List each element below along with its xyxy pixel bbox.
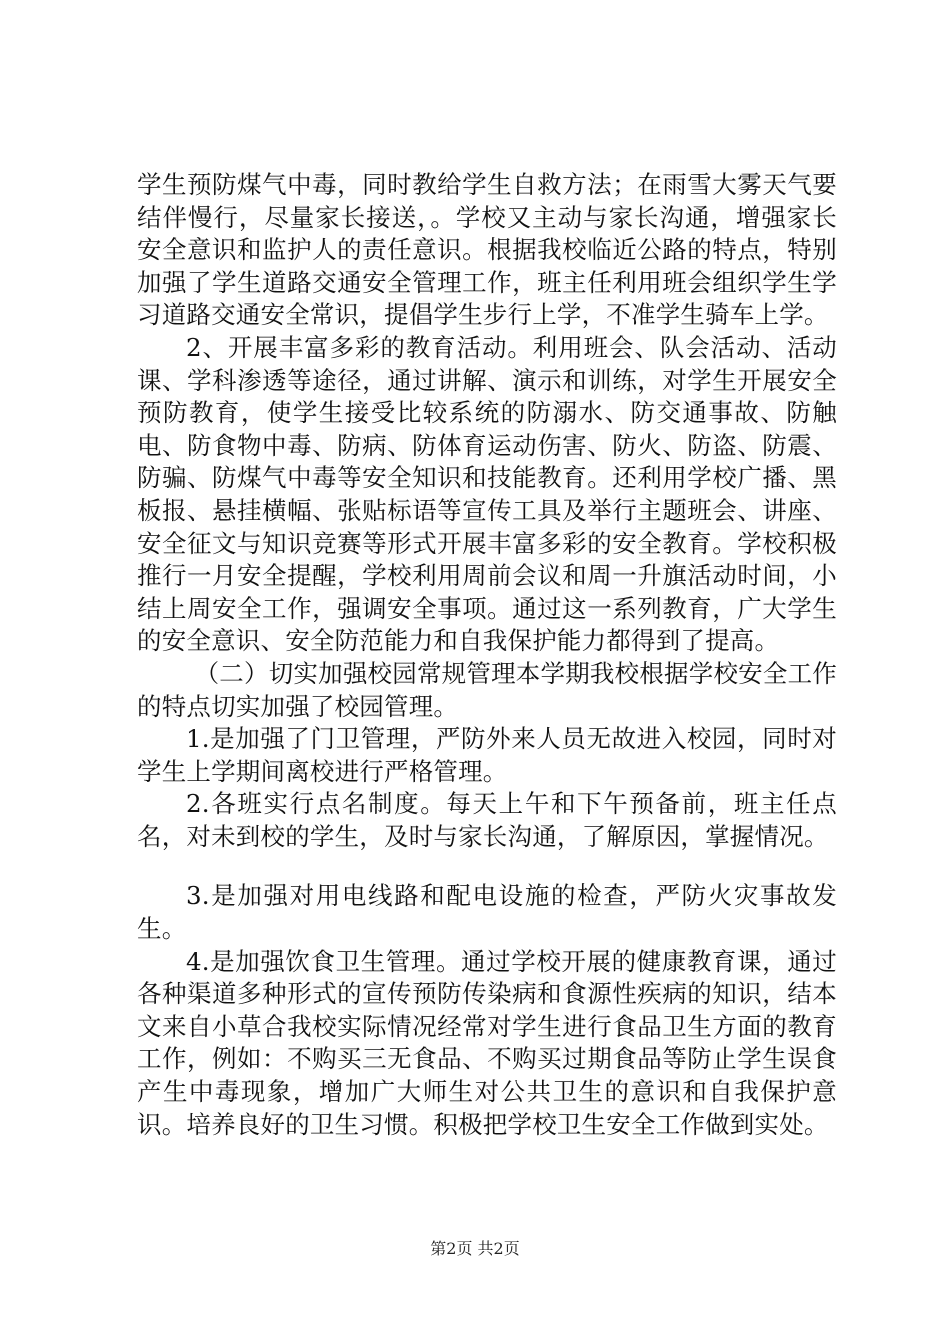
paragraph-education-activities: 2、开展丰富多彩的教育活动。利用班会、队会活动、活动课、学科渗透等途径，通过讲解、演示和训练，对学生开展安全预防教育，使学生接受比较系统的防溺水、防交通事故、防触电、防食物中毒、防病、防体育运动伤害、防火、防盗、防震、防骗、防煤气中毒等安全知识和技能教育。还利用学校广播、黑板报、悬挂横幅、张贴标语等宣传工具及举行主题班会、讲座、安全征文与知识竞赛等形式开展丰富多彩的安全教育。学校积极推行一月安全提醒，学校利用周前会议和周一升旗活动时间，小结上周安全工作，强调安全事项。通过这一系列教育，广大学生的安全意识、安全防范能力和自我保护能力都得到了提高。 [137,332,837,656]
paragraph-item-3: 3.是加强对用电线路和配电设施的检查，严防火灾事故发生。 [137,881,837,944]
paragraph-item-2: 2.各班实行点名制度。每天上午和下午预备前，班主任点名，对未到校的学生，及时与家长沟通，了解原因，掌握情况。 [137,789,837,851]
section-heading-campus-management: （二）切实加强校园常规管理本学期我校根据学校安全工作的特点切实加强了校园管理。 [137,658,837,721]
paragraph-continuation: 学生预防煤气中毒，同时教给学生自救方法；在雨雪大雾天气要结伴慢行，尽量家长接送，。学校又主动与家长沟通，增强家长安全意识和监护人的责任意识。根据我校临近公路的特点，特别加强了学生道路交通安全管理工作，班主任利用班会组织学生学习道路交通安全常识，提倡学生步行上学，不准学生骑车上学。 [137,170,837,330]
paragraph-spacer [137,853,837,880]
paragraph-item-1: 1.是加强了门卫管理，严防外来人员无故进入校园，同时对学生上学期间离校进行严格管理。 [137,724,837,786]
document-body [137,169,837,1141]
page-number-footer: 第2页 共2页 [430,1239,520,1258]
paragraph-item-4: 4.是加强饮食卫生管理。通过学校开展的健康教育课，通过各种渠道多种形式的宣传预防传染病和食源性疾病的知识，结本文来自小草合我校实际情况经常对学生进行食品卫生方面的教育工作，例如：不购买三无食品、不购买过期食品等防止学生误食产生中毒现象，增加广大师生对公共卫生的意识和自我保护意识。培养良好的卫生习惯。积极把学校卫生安全工作做到实处。 [137,946,837,1139]
